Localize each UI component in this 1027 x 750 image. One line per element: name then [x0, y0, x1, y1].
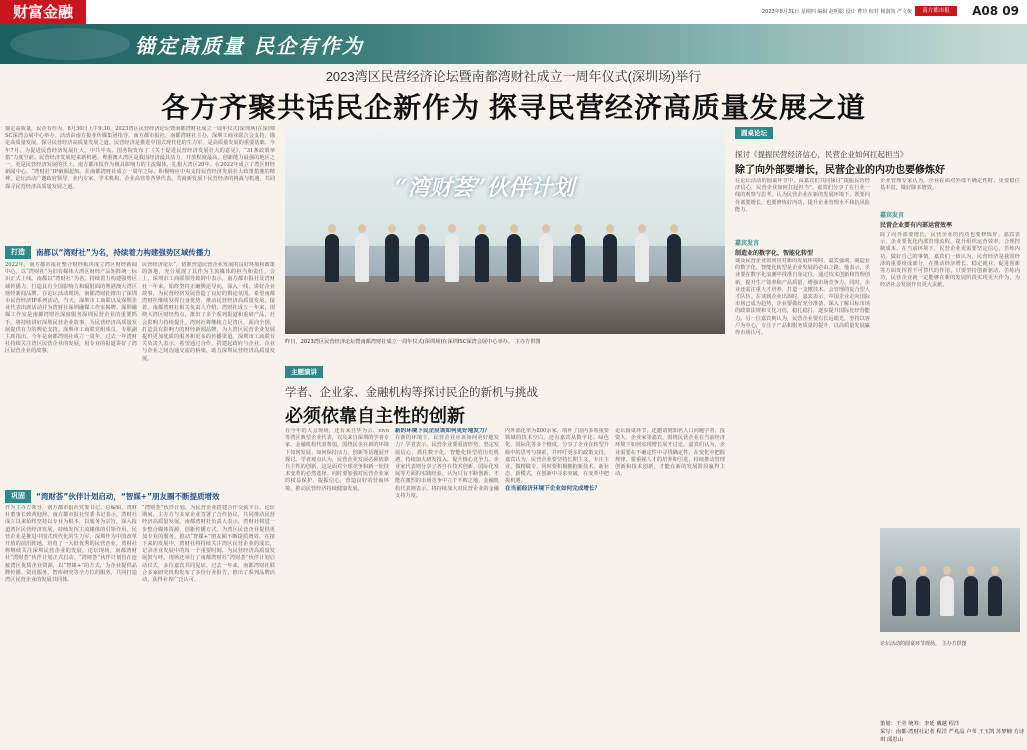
roundtable-photo-caption: 论坛活动的圆桌环节现场。 主办方供图: [880, 641, 967, 647]
guest-label: 圆桌论坛: [735, 127, 773, 139]
person-figure: [415, 234, 429, 282]
person-figure: [964, 576, 978, 616]
guest-column: 在论坛活动的圆桌环节中，由嘉宾们共同探讨“提振民营经济信心，民营企业如何扛起担当”。嘉宾们分享了在行业一线的观察与思考，认为民营企业在新的发展环境下，既要向外部要增长，也要修炼好内功，提升企业管理水平和抗风险能力。: [735, 178, 870, 213]
article-column: 民营经济论坛”，切准营造民营企业发展的良好环境和政策的落地，充分展现了其作为主流媒体的担当和责任。会上，深圳市工商联领导致辞中表示，南方都市报社及湾财社一年来，始终坚持正确舆论导向，深入一线，讲好企业故事，为民营经济发展营造了良好的舆论氛围。希望南都湾财社继续发挥自身优势，推动民营经济高质量发展。接着，南都湾财社相关负责人介绍，湾财社成立一年来，围绕大湾区财经热点，推出了多个系列报道和重磅产品，社会影响力持续提升。湾财社将继续立足湾区，面向全国，打造具有影响力的财经新闻品牌，为大湾区民营企业发展提供更加优质的服务和更多的传播渠道。深圳市工商联有关负责人表示，希望通过合作，搭建起政府与企业、企业与企业之间沟通交流的桥梁，助力深圳民营经济高质量发展。: [142, 262, 275, 362]
person-figure: [667, 234, 681, 282]
main-photo-caption: 昨日，2023湾区民营经济论坛暨南都湾财社成立一周年仪式(深圳场)在深圳ISC深湾会展中心举办。 主办方供图: [285, 339, 541, 345]
masthead: [0, 0, 1027, 24]
topic-subhead: 新的环境下民企应该如何更好地发力？: [395, 428, 491, 434]
section-logo: [0, 0, 86, 24]
speaker-topic: 制造业的数字化、智能化转型: [735, 250, 814, 257]
credits-line: 采写：南都·湾财社记者 程洋 严兆晶 卢苇 王玉凯 苏梦楠 方诗琪 邱思山: [880, 729, 1025, 743]
topic-label: 主题演讲: [285, 366, 323, 378]
credits-line: 策划：王莹 统筹：李延 戴越 程洋: [880, 721, 960, 727]
speaker-topic: 民营企业要有内部运营效率: [880, 222, 953, 229]
person-figure: [355, 234, 369, 282]
topic-column-text: 在新的环境下，民营企业应该如何更好地发力？学者表示，民营企业要看清形势，坚定发展信心，抓住数字化、智能化转型的历史机遇，持续加大研发投入，提升核心竞争力。企业家代表则分享了各自在技术创新、国际化发展等方面的实践经验，认为只有不断创新，才能在激烈的市场竞争中立于不败之地。金融机构代表则表示，将持续加大对民营企业的金融支持力度。: [395, 435, 499, 499]
person-figure: [916, 576, 930, 616]
person-figure: [507, 234, 521, 282]
topic-column: [505, 428, 609, 746]
person-figure: [325, 234, 339, 282]
roundtable-photo: [880, 528, 1020, 632]
person-figure: [445, 234, 459, 282]
article-headline: 各方齐聚共话民企新作为 探寻民营经济高质量发展之道: [161, 92, 866, 123]
section-title: 南都以“湾财社”为名，持续着力构建强势区域传播力: [36, 248, 211, 257]
person-figure: [539, 234, 553, 282]
speaker-label: 嘉宾发言: [880, 212, 905, 219]
topic-subhead: 在当前经济环境下企业如何完成增长？: [505, 485, 601, 492]
banner: [0, 24, 1027, 64]
photo-backdrop-title: “湾财荟”伙伴计划: [395, 175, 575, 201]
topic-column-text: 内外部化率为800余家，填补了国内多项重要领域的技术空白。还有嘉宾从数字化、绿色化、国际化等多个维度，分享了企业在转型升级中的思考与探索，并呼吁更多的政策支持。嘉宾认为，民营企业要坚持长期主义，专注主业，做精做专，同时要积极拥抱新技术、新业态、新模式，在创新中寻求突破，在变革中把握机遇。: [505, 428, 609, 485]
person-figure: [571, 234, 585, 282]
article-lead: 锚定高质量，民企有作为。8月30日上午9:30，2023湾区民营经济论坛暨南都湾财社成立一周年仪式(深圳场)在深圳ISC深湾会展中心举办。活动由南方报业传媒集团指导，南方都市报社、南都湾财社主办，深圳工商业联合会支持，锚定高质量发展，探寻民营经济高质量发展之道。民营经济是推进中国式现代化的生力军，是高质量发展的重要基础。今年7月，为促进民营经济发展壮大，中共中央、国务院发布了《关于促进民营经济发展壮大的意见》，“31条政策举措”力度空前。民营经济发展迎来新机遇。粤港澳大湾区是我国经济最具活力、开放程度最高、创新能力最强的地区之一，更是民营经济发展的沃土。南方都市报作为极具影响力的主流媒体，扎根大湾区20年。在2022年成立了湾区财经新闻中心，“湾财社”IP破圈起航。在南都湾财社成立一周年之际，积极响应中央支持民营经济发展壮大政策措施的精神，论坛活动广邀政府领导、业内专家、学术机构、企业高管等各界代表，共商新发展下民营经济的挑战与机遇，共同探寻民营经济高质量发展之道。: [5, 126, 275, 190]
section-heading-1: [5, 246, 275, 259]
guest-column: 谈及民营企业如何应对新的发展环境时，嘉宾强调，制造业的数字化、智能化转型是企业发展的必由之路。他表示，企业要在数字化浪潮中找准自身定位，通过技术创新和管理创新，提升生产效率和产品质量，增强市场竞争力。同时，企业还需注重人才培养，打造一支懂技术、会管理的复合型人才队伍。在谈到企业出海时，嘉宾表示，中国企业走向国际市场已成为趋势，企业要做好充分准备，深入了解目标市场的政策法规和文化习俗，稳扎稳打，逐步提升国际化经营能力。另一位嘉宾则认为，民营企业要有长远眼光，坚持以客户为中心，专注于产品和服务质量的提升，以高质量发展赢得市场认可。: [735, 258, 870, 337]
person-figure: [892, 576, 906, 616]
topic-kicker: 学者、企业家、金融机构等探讨民企的新机与挑战: [285, 385, 538, 399]
guest-kicker: 探讨《提振民营经济信心，民营企业如何扛起担当》: [735, 150, 908, 159]
person-figure: [988, 576, 1002, 616]
article-column: 2022年，南方都市报社整合财经板块成立湾区财经新闻中心，以“湾财社”为旧有媒体大湾区财经产品矩阵统一标识正式上线。南都以“湾财社”为名，持续着力构建强势区域传播力，打造具有全国影响力和辐射面的粤港澳大湾区财经新闻品牌。在论坛活动现场，南都湾财社推出了深圳市民营经济IP系列活动。当天，深圳市工商联以及深圳企业代表出席活动并为湾财社深圳融媒工作室揭牌。深圳融媒工作室是南都湾财社深度服务深圳民营企业的重要抓手，将持续讲好深圳民营企业故事，为民营经济高质量发展提供有力的舆论支持。深圳市工商联党组成员、专职副主席指出，今年是南都湾财社成立一周年，过去一年湾财社持续关注湾区民营企业的发展，用专业的报道讲好了湾区民营企业的故事。: [5, 262, 137, 355]
section-name: 财富金融: [12, 3, 73, 21]
topic-headline: 必须依靠自主性的创新: [285, 406, 465, 427]
section-heading-2: [5, 490, 275, 503]
banner-slogan: 锚定高质量 民企有作为: [135, 34, 364, 58]
section-tag: 打造: [5, 246, 31, 259]
section-tag: 巩固: [5, 490, 31, 503]
topic-column: 在今年的大会现场，还有来自华为云、vivo等湾区典型企业代表，以及来自深圳的学者专家、金融机构代表参加，围绕民企在新的环境下如何发展、如何保持活力、创新等话题展开探讨。学者观点认为，民营企业发展必须依靠自主性的创新，这是面对全球竞争和新一轮技术变革的必然选择。同时要加强对民营企业家的权益保护，提振信心，营造良好的营商环境，推动民营经济持续健康发展。: [285, 428, 389, 492]
article-column: 作为主办方领导，南方都市报社党委书记、总编辑、湾财社董事长致欢迎辞。南方都市报社党委书记表示，湾财社成立以来始终坚持以专业为根本，以服务为宗旨，深入报道湾区民营经济发展，持续发挥主流媒体的引领作用。民营企业是推进中国式现代化的生力军，深圳作为中国改革开放的前沿阵地，培育了一大批优秀的民营企业，湾财社将继续关注深圳民营企业的发展。论坛现场，南都湾财社“湾财荟”伙伴计划正式启动。“湾财荟”伙伴计划旨在连接湾区优质企业资源，以“智媒+”的方式，为企业提供品牌传播、资讯服务、智库研究等全方位的服务，共同打造湾区民营企业的发展共同体。: [5, 505, 137, 584]
topic-column: [395, 428, 499, 746]
banner-decoration: [10, 28, 130, 60]
main-photo: [285, 126, 725, 334]
person-figure: [475, 234, 489, 282]
guest-column: 除了向外部要增长，民营企业的内功也要修炼好。嘉宾表示，企业要优化内部管理流程，提升组织运营效率，合理控制成本。在当前环境下，民营企业更需要坚定信心，苦练内功，做好自己的事情。嘉宾们一致认为，民营经济是我国经济的重要组成部分，在推动经济增长、稳定就业、促进创新等方面发挥着不可替代的作用。只要坚持创新驱动、苦练内功，民营企业就一定能够在新的发展阶段实现更大作为，为经济社会发展作出更大贡献。: [880, 232, 1020, 289]
article-kicker: 2023湾区民营经济论坛暨南都湾财社成立一周年仪式(深圳场)举行: [325, 69, 702, 84]
dateline: 2023年8月31日 星期四 编辑 赵明聪 设计 曹玲 校对 杨润凯 严文俊: [762, 9, 912, 15]
section-title: “湾财荟”伙伴计划启动，“智媒+”朋友圈不断提质增效: [36, 492, 220, 501]
guest-headline: 除了向外部要增长，民营企业的内功也要修炼好: [735, 165, 945, 176]
guest-column: 企业管理专家认为，企业在面对外部不确定性时，更要稳住基本盘，做好降本增效。: [880, 178, 1020, 192]
article-column: “湾财荟”伙伴计划，为民营企业搭建合作交流平台。论坛期间，主办方与多家企业签署了合作协议，共同推动民营经济高质量发展。南都湾财社负责人表示，湾财社将进一步整合媒体资源，创新传播方式，为湾区民营企业提供更加专业的服务，推动“智媒+”朋友圈不断提质增效。在接下来的发展中，湾财社将持续关注湾区民营企业的成长，记录企业发展中的每一个重要时刻，为民营经济高质量发展鼓与呼。现场还举行了南都湾财社“湾财荟”伙伴计划启动仪式，多位嘉宾共同见证。过去一年来，南都湾财社联合多家研究机构发布了多份行业报告，推出了系列品牌活动，获得业界广泛认可。: [142, 505, 275, 584]
person-figure: [940, 576, 954, 616]
page-number: A08 09: [972, 4, 1019, 18]
credits: [880, 720, 1025, 744]
person-figure: [635, 234, 649, 282]
newspaper-badge: 南方都市报: [915, 6, 957, 16]
stage-floor: [285, 276, 725, 334]
topic-column: 论坛圆桌环节，还邀请到知名人口问题学者、投资人、企业家等嘉宾，围绕民营企业在当前经济环境下如何实现增长展开讨论。嘉宾们认为，企业需要在不确定性中寻找确定性，在变化中把握规律，要重视人才的培养和引进，持续推动管理创新和技术创新，才能在新的发展阶段赢得主动。: [615, 428, 725, 478]
person-figure: [385, 234, 399, 282]
speaker-label: 嘉宾发言: [735, 240, 760, 247]
person-figure: [603, 234, 617, 282]
